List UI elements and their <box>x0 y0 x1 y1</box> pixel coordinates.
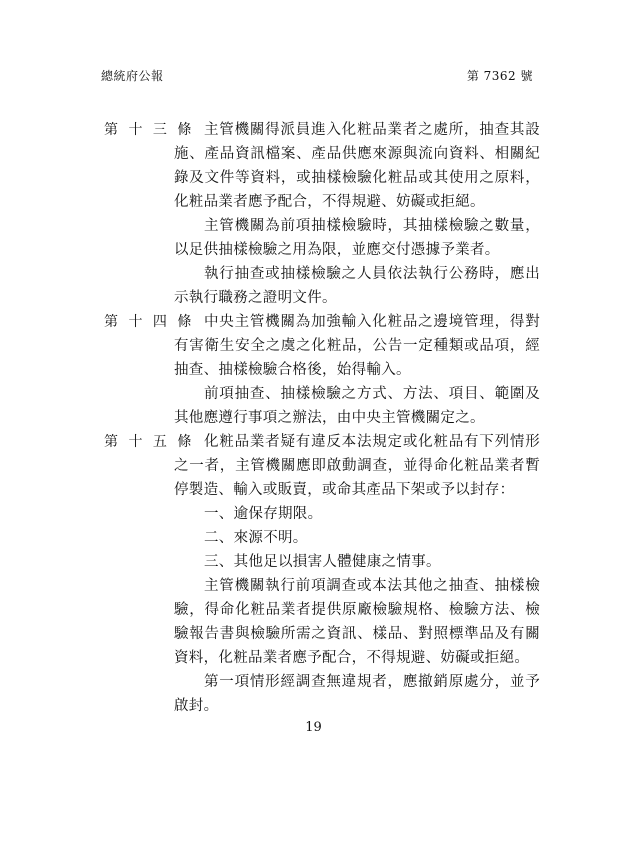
article-label: 第 十 五 條 <box>104 434 195 450</box>
page-number: 19 <box>305 720 322 735</box>
issue-number: 第 7362 號 <box>466 69 533 83</box>
article-paragraph: 第一項情形經調查無違規者，應撤銷原處分，並予啟封。 <box>174 674 540 714</box>
article-paragraph: 主管機關得派員進入化粧品業者之處所，抽查其設施、產品資訊檔案、產品供應來源與流向資料、相關紀錄及文件等資料，或抽樣檢驗化粧品或其使用之原料，化粧品業者應予配合，不得規避、妨礙或拒絕。 <box>174 122 540 210</box>
gazette-title: 總統府公報 <box>101 69 164 83</box>
article-list-item: 二、來源不明。 <box>204 530 308 546</box>
article-15 <box>104 430 540 718</box>
article-label: 第 十 三 條 <box>104 122 195 138</box>
article-list-item: 三、其他足以損害人體健康之情事。 <box>204 554 441 570</box>
article-paragraph: 前項抽查、抽樣檢驗之方式、方法、項目、範圍及其他應遵行事項之辦法，由中央主管機關定之。 <box>174 386 540 426</box>
article-14 <box>104 310 540 430</box>
article-paragraph: 執行抽查或抽樣檢驗之人員依法執行公務時，應出示執行職務之證明文件。 <box>174 266 540 306</box>
article-label: 第 十 四 條 <box>104 314 195 330</box>
article-paragraph: 化粧品業者疑有違反本法規定或化粧品有下列情形之一者，主管機關應即啟動調查，並得命化粧品業者暫停製造、輸入或販賣，或命其產品下架或予以封存： <box>174 434 540 498</box>
article-paragraph: 中央主管機關為加強輸入化粧品之邊境管理，得對有害衛生安全之虞之化粧品，公告一定種類或品項，經抽查、抽樣檢驗合格後，始得輸入。 <box>174 314 540 378</box>
article-paragraph: 主管機關為前項抽樣檢驗時，其抽樣檢驗之數量，以足供抽樣檢驗之用為限，並應交付憑據予業者。 <box>174 218 540 258</box>
article-paragraph: 主管機關執行前項調查或本法其他之抽查、抽樣檢驗，得命化粧品業者提供原廠檢驗規格、檢驗方法、檢驗報告書與檢驗所需之資訊、樣品、對照標準品及有關資料，化粧品業者應予配合，不得規避、妨礙或拒絕。 <box>174 578 540 666</box>
article-13 <box>104 118 540 310</box>
article-list-item: 一、逾保存期限。 <box>204 506 323 522</box>
